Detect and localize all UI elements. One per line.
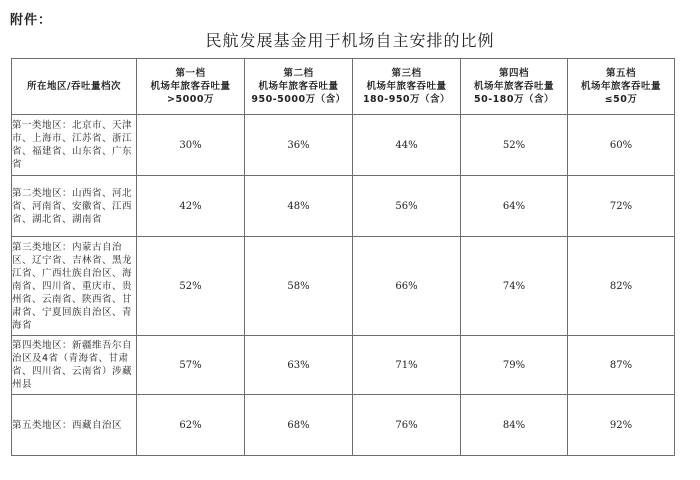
tier-name: 第二档: [283, 68, 314, 79]
ratio-cell: 79%: [461, 336, 568, 395]
ratio-cell: 87%: [568, 336, 675, 395]
tier-desc: 机场年旅客吞吐量: [580, 81, 661, 92]
header-tier-4: [461, 59, 568, 115]
ratio-table: [11, 58, 675, 456]
ratio-cell: 68%: [245, 395, 353, 456]
header-row: [12, 59, 675, 115]
table-row: [12, 176, 675, 237]
ratio-cell: 74%: [461, 237, 568, 336]
ratio-cell: 82%: [568, 237, 675, 336]
table-header: [12, 59, 675, 115]
ratio-cell: 72%: [568, 176, 675, 237]
tier-range: >5000万: [167, 94, 214, 105]
region-cell: 第五类地区：西藏自治区: [12, 395, 137, 456]
ratio-cell: 48%: [245, 176, 353, 237]
table-row: [12, 115, 675, 176]
ratio-cell: 52%: [137, 237, 245, 336]
ratio-cell: 62%: [137, 395, 245, 456]
region-cell: 第三类地区：内蒙古自治区、辽宁省、吉林省、黑龙江省、广西壮族自治区、海南省、四川省、重庆市、贵州省、云南省、陕西省、甘肃省、宁夏回族自治区、青海省: [12, 237, 137, 336]
region-cell: 第一类地区：北京市、天津市、上海市、江苏省、浙江省、福建省、山东省、广东省: [12, 115, 137, 176]
tier-name: 第四档: [498, 68, 529, 79]
tier-range: ≤50万: [604, 94, 638, 105]
tier-name: 第三档: [391, 68, 422, 79]
ratio-cell: 63%: [245, 336, 353, 395]
ratio-cell: 52%: [461, 115, 568, 176]
table-row: [12, 395, 675, 456]
ratio-cell: 64%: [461, 176, 568, 237]
table-body: [12, 115, 675, 456]
header-tier-5: [568, 59, 675, 115]
table-row: [12, 336, 675, 395]
attachment-label: 附件：: [10, 13, 53, 28]
header-tier-3: [353, 59, 461, 115]
tier-name: 第一档: [175, 68, 206, 79]
ratio-cell: 42%: [137, 176, 245, 237]
ratio-cell: 92%: [568, 395, 675, 456]
tier-desc: 机场年旅客吞吐量: [150, 81, 231, 92]
region-cell: 第四类地区：新疆维吾尔自治区及4省（青海省、甘肃省、四川省、云南省）涉藏州县: [12, 336, 137, 395]
ratio-cell: 60%: [568, 115, 675, 176]
table-row: [12, 237, 675, 336]
ratio-cell: 58%: [245, 237, 353, 336]
header-corner: 所在地区/吞吐量档次: [12, 59, 137, 115]
ratio-cell: 36%: [245, 115, 353, 176]
ratio-cell: 57%: [137, 336, 245, 395]
tier-range: 950-5000万（含）: [251, 94, 346, 105]
header-tier-1: [137, 59, 245, 115]
header-tier-2: [245, 59, 353, 115]
tier-desc: 机场年旅客吞吐量: [366, 81, 447, 92]
tier-range: 180-950万（含）: [362, 94, 451, 105]
region-cell: 第二类地区：山西省、河北省、河南省、安徽省、江西省、湖北省、湖南省: [12, 176, 137, 237]
tier-name: 第五档: [605, 68, 636, 79]
ratio-cell: 71%: [353, 336, 461, 395]
tier-desc: 机场年旅客吞吐量: [473, 81, 554, 92]
tier-range: 50-180万（含）: [474, 94, 554, 105]
ratio-cell: 76%: [353, 395, 461, 456]
ratio-cell: 66%: [353, 237, 461, 336]
page-title: 民航发展基金用于机场自主安排的比例: [205, 31, 495, 50]
ratio-cell: 44%: [353, 115, 461, 176]
ratio-cell: 56%: [353, 176, 461, 237]
ratio-cell: 30%: [137, 115, 245, 176]
tier-desc: 机场年旅客吞吐量: [258, 81, 339, 92]
ratio-cell: 84%: [461, 395, 568, 456]
